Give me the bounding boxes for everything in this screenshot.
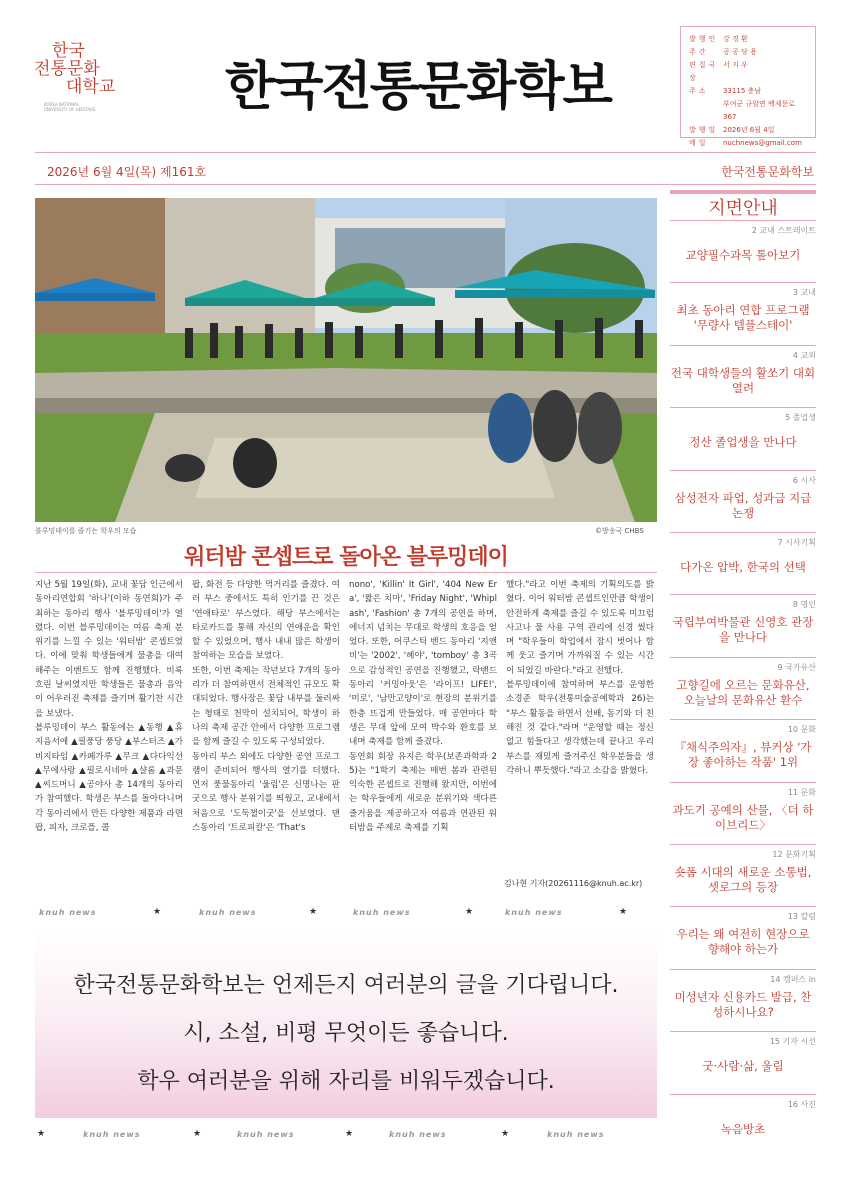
sidebar-item[interactable] (670, 594, 816, 656)
issue-date: 2026년 6월 4일(목) 제161호 (47, 165, 207, 179)
band-label: knuh news (389, 1129, 447, 1139)
sidebar-item[interactable] (670, 969, 816, 1031)
publisher-info-row (689, 46, 807, 59)
photo-caption: 블루밍데이를 즐기는 학우의 모습 (35, 527, 137, 535)
info-key (689, 98, 723, 124)
star-icon: ★ (501, 1129, 510, 1139)
sidebar-item[interactable] (670, 470, 816, 532)
band-label: knuh news (199, 907, 257, 917)
university-logo (30, 42, 130, 122)
info-key: 발행일 (689, 126, 719, 134)
sidebar-item-title: 다가온 압박, 한국의 선택 (680, 560, 806, 574)
publisher-info-row (689, 59, 807, 85)
sidebar-item-title: 고향길에 오르는 문화유산, 오늘날의 문화유산 환수 (676, 677, 810, 707)
sidebar-item[interactable] (670, 1094, 816, 1156)
info-key: 메일 (689, 139, 709, 147)
sidebar-item[interactable] (670, 220, 816, 282)
sidebar-item-title: 녹음방초 (720, 1121, 766, 1136)
sidebar-item-section: 14 캠퍼스 in (770, 974, 816, 984)
knuh-news-band-top (35, 906, 657, 918)
info-value: 부여군 규암면 백제문로 367 (723, 100, 796, 121)
info-key: 발행인 (689, 35, 719, 43)
sidebar-item-section: 10 문화 (787, 725, 816, 735)
band-label: knuh news (505, 907, 563, 917)
sidebar-item[interactable] (670, 844, 816, 906)
sidebar-item-title: 전국 대학생들의 활쏘기 대회 열려 (670, 365, 816, 395)
sidebar-item-title: 최초 동아리 연합 프로그램 '무량사 템플스테이' (676, 303, 810, 333)
notice-line-1: 한국전통문화학보는 언제든지 여러분의 글을 기다립니다. (73, 973, 619, 998)
sidebar-item-title: 『채식주의자』, 뷰커상 '가장 좋아하는 작품' 1위 (674, 740, 812, 770)
publisher-info-row (689, 137, 807, 150)
sidebar-item-section: 15 기자 시선 (769, 1037, 816, 1047)
info-value: 2026년 6월 4일 (723, 126, 775, 134)
sidebar-item[interactable] (670, 407, 816, 469)
sidebar-item-section: 13 칼럼 (787, 912, 816, 922)
top-divider (35, 152, 816, 153)
info-value: 33115 충남 (723, 87, 762, 95)
star-icon: ★ (309, 907, 318, 917)
sidebar-item-title: 국립부여박물관 신영호 관장을 만나다 (672, 615, 814, 645)
article-column-3: nono', 'Killin' It Girl', '404 New Era', '짧은 치마', 'Friday Night', 'Whiplash', 'Fashion' 총 7개의 공연을 하며, 에너지 넘치는 무대로 학생의 호응을 얻었다. 또한, 어쿠스틱 밴드 동아리 '지앤비'는 '2002', '혜야', 'tomboy' 총 3곡으로 감성적인 공연을 진행했고, 락밴드 동아리 '커밍아웃'은 '라이프! LIFE!', '미로', '남만고양이'로 현장의 분위기를 한층 뜨겁게 만들었다. 매 공연마다 학생은 무대 앞에 모여 박수와 환호를 보내며 축제를 함께 즐겼다. 동연회 회장 유지은 학우(보존과학과 25)는 "1학기 축제는 매번 봄과 관련된 익숙한 콘셉트로 진행해 왔지만, 이번에는 학우들에게 새로운 분위기와 색다른 즐거움을 제공하고자 여름과 연관된 워터밤을 주제로 축제를 기획 (349, 580, 497, 834)
info-key: 편집국장 (689, 61, 719, 82)
sidebar-title: 지면안내 (670, 190, 816, 220)
article-column-4: 했다."라고 이번 축제의 기획의도를 밝혔다. 이어 워터밤 콘셉트인만큼 학생이 안전하게 축제를 즐길 수 있도록 미끄럼 사고나 물 사용 구역 관리에 신경 썼다며 "학우들이 학업에서 잠시 벗어나 함께 웃고 즐기며 가까워질 수 있는 시간이 되었길 바란다."라고 전했다. 블루밍데이에 참여하며 부스를 운영한 소경준 학우(전통미술공예학과 26)는 "부스 활동을 하면서 선배, 동기와 더 친해진 것 같다."라며 "운영할 때는 정신없고 힘들다고 생각했는데 끝나고 우리 부스를 재밌게 즐겨주신 학우분들을 생각하니 뿌듯했다."라고 소감을 밝혔다. (506, 580, 654, 776)
star-icon: ★ (619, 907, 628, 917)
star-icon: ★ (465, 907, 474, 917)
info-value: nuchnews@gmail.com (723, 139, 802, 147)
sidebar-item[interactable] (670, 345, 816, 407)
star-icon: ★ (345, 1129, 354, 1139)
sidebar-item-section: 12 문화기획 (772, 850, 816, 859)
logo-text-line1: 한국 (52, 41, 85, 61)
sidebar-item-section: 3 교내 (792, 288, 816, 298)
band-label: knuh news (39, 907, 97, 917)
notice-line-2: 시, 소설, 비평 무엇이든 좋습니다. (183, 1021, 509, 1046)
newspaper-title: 한국전통문화학보 (225, 56, 611, 117)
info-value: 공 공 당 용 (723, 48, 757, 56)
sidebar-item[interactable] (670, 782, 816, 844)
main-photo (35, 198, 657, 522)
info-key: 주간 (689, 48, 709, 56)
article-column-1: 지난 5월 19일(화), 교내 꽃담 인근에서 동아리연합회 '하나'(이하 동연회)가 주최하는 동아리 행사 '블루밍데이'가 열렸다. 이번 블루밍데이는 여름 축제 분위기를 느낄 수 있는 '워터밤' 콘셉트였다. 이에 맞춰 학생들에게 물총을 대여해주는 이벤트도 함께 진행했다. 비록 흐린 날씨였지만 학생들은 물총과 음악이 어우러진 축제를 즐기며 활기찬 시간을 보냈다. 블루밍데이 부스 활동에는 ▲동행 ▲휴지음서에 ▲필풍당 풍당 ▲부스터즈 ▲가비지타임 ▲카페가루 ▲무크 ▲다다익선 ▲무에사랑 ▲필로시네마 ▲샬롬 ▲과문 ▲씨드머니 ▲공야사 총 14개의 동아리가 참여했다. 학생은 부스를 돌아다니며 각 동아리에서 만든 다양한 제품과 라면팝, 피자, 크로플, 콜 (35, 580, 183, 834)
sidebar-item[interactable] (670, 282, 816, 344)
publisher-info-row (689, 124, 807, 137)
sidebar-item-title: 우리는 왜 여전히 현장으로 향해야 하는가 (676, 927, 810, 957)
sidebar-item[interactable] (670, 719, 816, 781)
logo-text-line2: 전통문화 (34, 59, 100, 79)
band-label: knuh news (353, 907, 411, 917)
info-value: 강 경 환 (723, 35, 748, 43)
sidebar-item[interactable] (670, 657, 816, 719)
sidebar-item[interactable] (670, 532, 816, 594)
date-divider (35, 184, 816, 185)
publisher-info-row (689, 98, 807, 124)
submission-notice (35, 928, 657, 1118)
star-icon: ★ (193, 1129, 202, 1139)
info-value: 서 지 우 (723, 61, 748, 69)
sidebar-item-section: 16 사진 (787, 1099, 816, 1109)
notice-line-3: 학우 여러분을 위해 자리를 비워두겠습니다. (137, 1069, 555, 1094)
sidebar-item-title: 정산 졸업생을 만나다 (689, 435, 797, 450)
sidebar-item-section: 11 문화 (787, 787, 816, 797)
star-icon: ★ (153, 907, 162, 917)
sidebar-item-title: 숏폼 시대의 새로운 소통법, 셋로그의 등장 (674, 865, 812, 894)
sidebar-item-section: 2 교내 스트레이트 (751, 226, 816, 235)
sidebar-item-title: 굿·사람·삶, 울림 (702, 1059, 784, 1074)
sidebar-item[interactable] (670, 906, 816, 968)
publisher-info-box (680, 26, 816, 147)
band-label: knuh news (83, 1129, 141, 1139)
sidebar-item-section: 9 국가유산 (777, 662, 816, 672)
star-icon: ★ (37, 1129, 46, 1139)
sidebar-item-section: 8 명인 (792, 600, 816, 610)
festival-photo-illustration (35, 198, 657, 522)
article-byline: 김나현 기자(20261116@knuh.ac.kr) (504, 879, 643, 888)
sidebar-item-section: 6 시사 (792, 475, 816, 485)
logo-subtitle: KOREA NATIONAL UNIVERSITY OF HERITAGE (44, 102, 96, 112)
sidebar-item-title: 교양필수과목 톺아보기 (685, 248, 801, 262)
sidebar-item-title: 미성년자 신용카드 발급, 찬성하시나요? (674, 989, 812, 1019)
paper-name: 한국전통문화학보 (721, 165, 814, 179)
photo-credit: ©방송국 CHBS (595, 527, 644, 535)
publisher-info-row (689, 85, 807, 98)
sidebar-item-title: 삼성전자 파업, 성과급 지급 논쟁 (674, 490, 812, 520)
info-key: 주소 (689, 87, 709, 95)
band-label: knuh news (237, 1129, 295, 1139)
publisher-info-row (689, 33, 807, 46)
contents-sidebar (670, 190, 816, 1136)
article-headline: 워터밤 콘셉트로 돌아온 블루밍데이 (184, 545, 508, 570)
sidebar-item-section: 5 졸업생 (785, 413, 816, 423)
band-label: knuh news (547, 1129, 605, 1139)
sidebar-item-title: 과도기 공예의 산물, 〈더 하이브리드〉 (672, 802, 814, 832)
sidebar-item-section: 4 교외 (792, 350, 816, 360)
sidebar-item[interactable] (670, 1031, 816, 1093)
logo-text-line3: 대학교 (66, 77, 116, 97)
article-column-2: 팝, 화전 등 다양한 먹거리를 즐겼다. 여러 부스 중에서도 특히 인기를 끈 것은 '연애타로' 부스였다. 해당 부스에서는 타로카드를 통해 자신의 연애운을 확인할 수 있었으며, 행사 내내 많은 학생이 참여하는 모습을 보였다. 또한, 이번 축제는 작년보다 7개의 동아리가 더 참여하면서 전체적인 규모도 확대되었다. 행사장은 꽃담 내부를 둘러싸는 형태로 천막이 설치되어, 학생이 하나의 축제 공간 안에서 다양한 프로그램을 함께 즐길 수 있도록 구성되었다. 동아리 부스 외에도 다양한 공연 프로그램이 준비되어 행사의 열기를 더했다. 먼저 풍물동아리 '울림'은 신명나는 판굿으로 행사 분위기를 띄웠고, 교내에서 처음으로 '도둑챌이굿'을 선보였다. 댄스동아리 '트로피칼'은 'That's (192, 580, 340, 834)
sidebar-item-section: 7 시사기획 (777, 538, 816, 547)
knuh-news-band-bottom (35, 1128, 657, 1140)
article-body (35, 578, 657, 874)
headline-divider (35, 572, 657, 573)
